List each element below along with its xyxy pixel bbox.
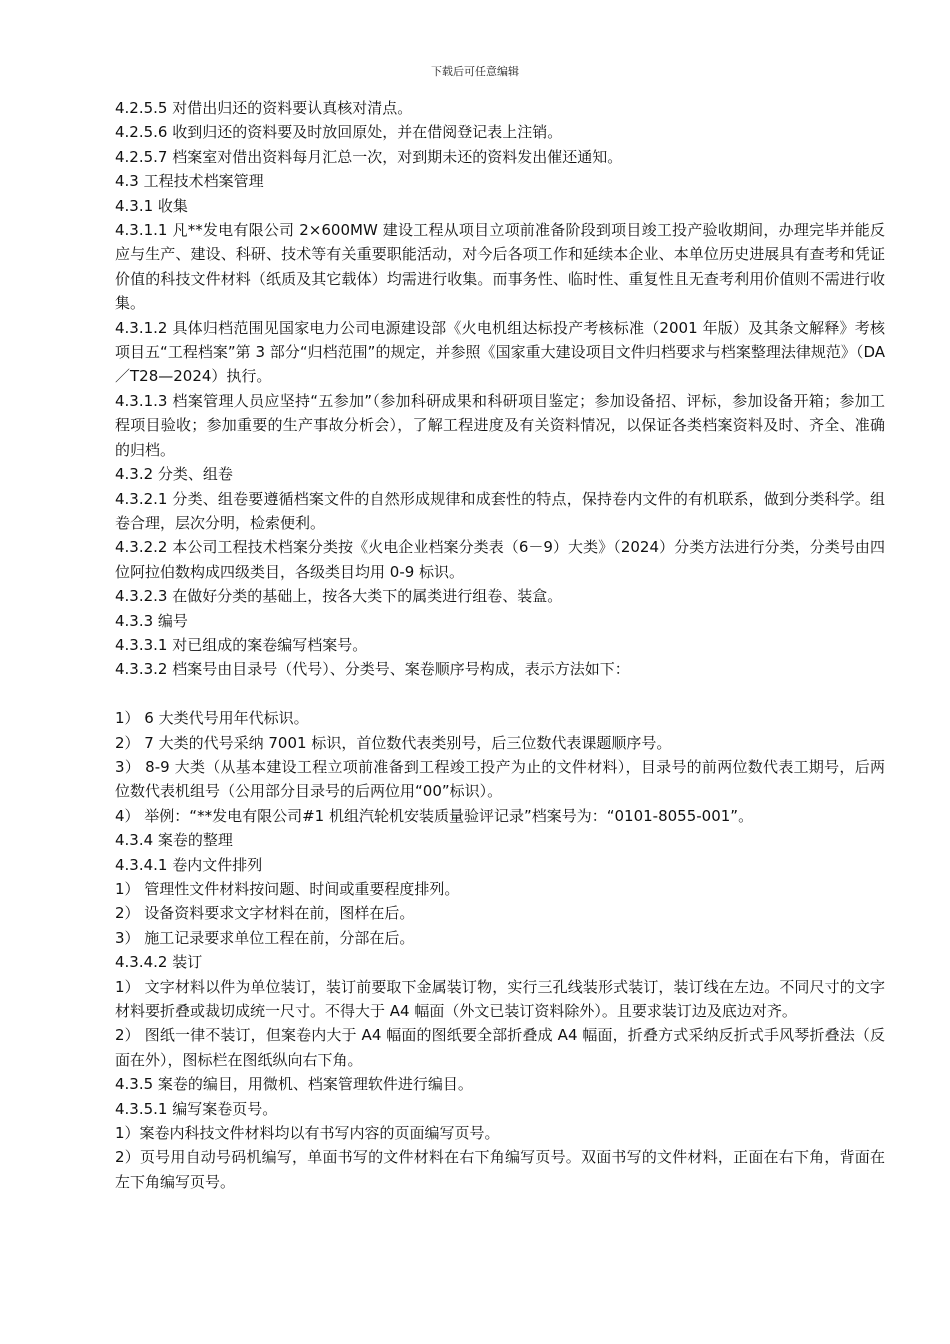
blank-line (115, 682, 885, 706)
section-heading-4-3: 4.3 工程技术档案管理 (115, 172, 264, 191)
section-heading-4-3-1: 4.3.1 收集 (115, 196, 188, 215)
list-item-4: 4） 举例：“**发电有限公司#1 机组汽轮机安装质量验评记录”档案号为：“0101-8055-001”。 (115, 806, 754, 825)
paragraph-4-2-5-7: 4.2.5.7 档案室对借出资料每月汇总一次，对到期未还的资料发出催还通知。 (115, 147, 623, 166)
paragraph-4-3-1-2: 4.3.1.2 具体归档范围见国家电力公司电源建设部《火电机组达标投产考核标准（2001 年版）及其条文解释》考核项目五“工程档案”第 3 部分“归档范围”的规定，并参照《国家重大建设项目文件归档要求与档案整理法律规范》（DA／T28—2024）执行。 (115, 318, 885, 386)
section-heading-4-3-5-1: 4.3.5.1 编写案卷页号。 (115, 1099, 278, 1118)
paragraph-4-3-1-3: 4.3.1.3 档案管理人员应坚持“五参加”（参加科研成果和科研项目鉴定；参加设备招、评标，参加设备开箱；参加工程项目验收；参加重要的生产事故分析会），了解工程进度及有关资料情况，以保证各类档案资料及时、齐全、准确的归档。 (115, 391, 885, 459)
paragraph-4-3-2-2: 4.3.2.2 本公司工程技术档案分类按《火电企业档案分类表（6－9）大类》（2024）分类方法进行分类，分类号由四位阿拉伯数构成四级类目，各级类目均用 0-9 标识。 (115, 538, 885, 581)
section-heading-4-3-4: 4.3.4 案卷的整理 (115, 831, 233, 850)
paragraph-4-3-1-1: 4.3.1.1 凡**发电有限公司 2×600MW 建设工程从项目立项前准备阶段到项目竣工投产验收期间，办理完毕并能反应与生产、建设、科研、技术等有关重要职能活动，对今后各项工作和延续本企业、本单位历史进展具有查考和凭证价值的科技文件材料（纸质及其它载体）均需进行收集。而事务性、临时性、重复性且无查考利用价值则不需进行收集。 (115, 221, 885, 313)
paragraph-4-2-5-5: 4.2.5.5 对借出归还的资料要认真核对清点。 (115, 99, 413, 117)
list-item-2: 2） 设备资料要求文字材料在前，图样在后。 (115, 904, 415, 923)
list-item-1: 1） 文字材料以件为单位装订，装订前要取下金属装订物，实行三孔线装形式装订，装订线在左边。不同尺寸的文字材料要折叠或裁切成统一尺寸。不得大于 A4 幅面（外文已装订资料除外）。且要求装订边及底边对齐。 (115, 977, 885, 1021)
section-heading-4-3-2: 4.3.2 分类、组卷 (115, 465, 233, 484)
list-item-3: 3） 8-9 大类（从基本建设工程立项前准备到工程竣工投产为止的文件材料），目录号的前两位数代表工期号，后两位数代表机组号（公用部分目录号的后两位用“00”标识）。 (115, 757, 885, 801)
paragraph-4-3-3-1: 4.3.3.1 对已组成的案卷编写档案号。 (115, 635, 368, 654)
list-item-2: 2） 7 大类的代号采纳 7001 标识，首位数代表类别号，后三位数代表课题顺序号。 (115, 733, 672, 752)
section-heading-4-3-3: 4.3.3 编号 (115, 611, 188, 630)
list-item-3: 3） 施工记录要求单位工程在前，分部在后。 (115, 928, 415, 947)
list-item-2: 2） 图纸一律不装订，但案卷内大于 A4 幅面的图纸要全部折叠成 A4 幅面，折叠方式采纳反折式手风琴折叠法（反面在外），图标栏在图纸纵向右下角。 (115, 1026, 885, 1069)
list-item-1: 1） 6 大类代号用年代标识。 (115, 709, 309, 728)
paragraph-4-3-2-1: 4.3.2.1 分类、组卷要遵循档案文件的自然形成规律和成套性的特点，保持卷内文件的有机联系，做到分类科学。组卷合理，层次分明，检索便利。 (115, 489, 885, 532)
section-heading-4-3-5: 4.3.5 案卷的编目，用微机、档案管理软件进行编目。 (115, 1075, 473, 1094)
paragraph-4-2-5-6: 4.2.5.6 收到归还的资料要及时放回原处，并在借阅登记表上注销。 (115, 123, 563, 142)
list-item-1: 1）案卷内科技文件材料均以有书写内容的页面编写页号。 (115, 1124, 500, 1143)
paragraph-4-3-3-2: 4.3.3.2 档案号由目录号（代号）、分类号、案卷顺序号构成，表示方法如下： (115, 660, 630, 679)
list-item-2: 2）页号用自动号码机编写，单面书写的文件材料在右下角编写页号。双面书写的文件材料，正面在右下角，背面在左下角编写页号。 (115, 1148, 885, 1191)
section-heading-4-3-4-1: 4.3.4.1 卷内文件排列 (115, 855, 263, 874)
document-body (115, 96, 885, 1194)
list-item-1: 1） 管理性文件材料按问题、时间或重要程度排列。 (115, 879, 460, 898)
section-heading-4-3-4-2: 4.3.4.2 装订 (115, 953, 203, 972)
page-header: 下载后可任意编辑 (431, 65, 519, 78)
paragraph-4-3-2-3: 4.3.2.3 在做好分类的基础上，按各大类下的属类进行组卷、装盒。 (115, 587, 563, 606)
